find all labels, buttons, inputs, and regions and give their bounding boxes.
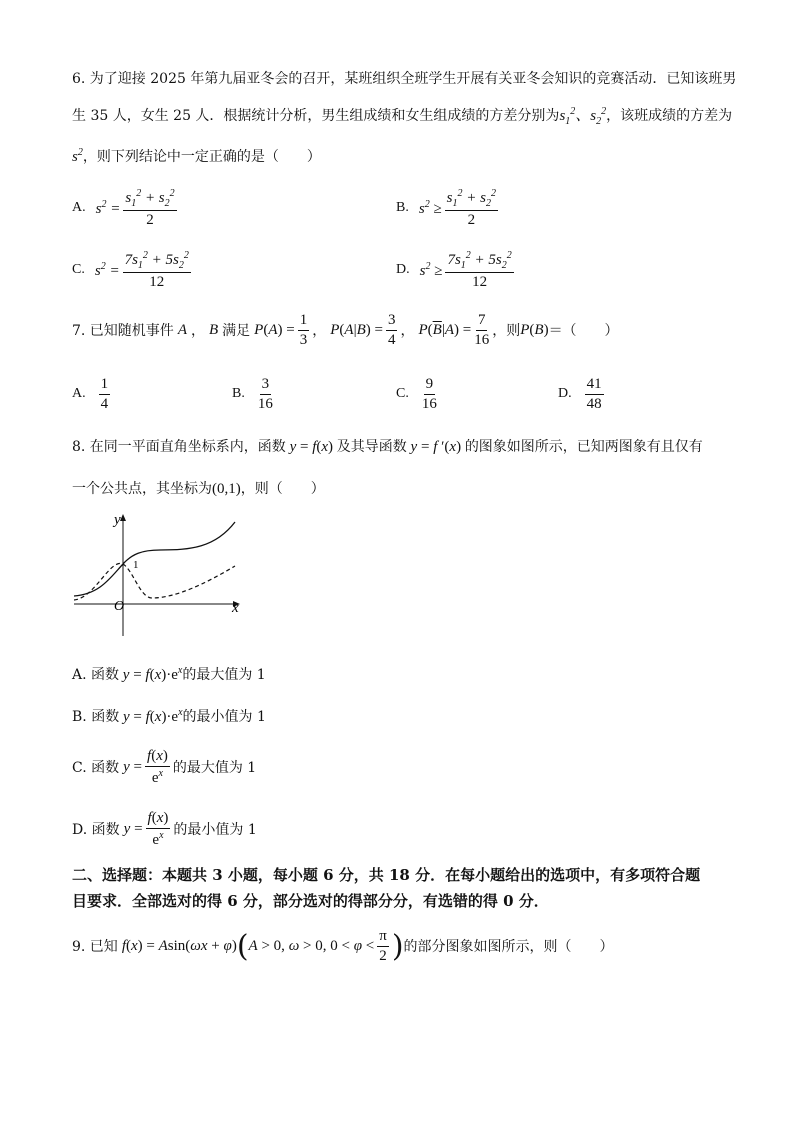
q8-option-d-tail: 的最小值为 1 [173,822,257,838]
q6-line1: 6. 为了迎接 2025 年第九届亚冬会的召开，某班组织全班学生开展有关亚冬会知识的竞赛活动．已知该班男 [72,71,737,87]
q7-option-a-label: A. [72,386,86,401]
q6-option-a-fraction: $\frac{s_1^2 + s_2^2}{2}$ [125,188,175,228]
q7-option-c[interactable] [396,376,440,412]
q8-option-b[interactable]: B. 函数 $y = f(x)\cdot e^x$的最小值为 1 [72,707,266,725]
q8-line1-text: 8. 在同一平面直角坐标系内，函数 [72,439,286,455]
q8-line2-text: 一个公共点，其坐标为 [72,481,212,497]
q7-prefix: 7. 已知随机事件 [72,323,174,339]
section2-line2: 目要求．全部选对的得 6 分，部分选对的得部分分，有选错的得 0 分． [72,892,549,910]
q8-option-a-label: A. 函数 [72,667,120,683]
q7-option-c-label: C. [396,386,409,401]
q8-label-origin: O [114,599,125,614]
q6-option-c-label: C. [72,262,85,278]
q6-variances: $s_1^2$、$s_2^2$ [559,106,607,127]
q6-line2 [72,104,732,127]
q7-option-a[interactable] [72,376,113,412]
q8-label-one: 1 [133,559,139,571]
q8-option-c[interactable]: C. 函数 y = $\frac{f(x)}{e^x}$ 的最大值为 1 [72,748,257,786]
q6-line3-text: ，则下列结论中一定正确的是（ ） [82,149,321,165]
q7-stem: 7. 已知随机事件 A ， B 满足 P ( A ) = $\frac{1}{3}$ ， P ( A | B ) = $\frac{3}{4}$ ， P ( $\overline{B}$ | A ) = $\frac{7}{16}$ ，则 P ( B ) ＝（ ） [72,312,619,348]
q8-curve-f [74,522,235,596]
section2-line1: 二、选择题：本题共 3 小题，每小题 6 分，共 18 分．在每小题给出的选项中，有多项符合题 [72,866,701,884]
q7-option-a-den: 4 [100,395,109,412]
q8-option-a-tail: 的最大值为 1 [182,667,266,683]
q7-option-c-den: 16 [421,395,437,412]
q7-paren: ＝（ ） [548,323,619,339]
q9-prefix: 9. 已知 [72,939,118,955]
q8-option-c-tail: 的最大值为 1 [172,760,257,776]
q7-option-d-num: 41 [585,376,604,395]
q8-label-y: y [114,512,121,528]
q7-mid: 满足 [222,323,251,339]
q8-line1: 8. 在同一平面直角坐标系内，函数 y = f(x) 及其导函数 y = f ′(x) 的图象如图所示，已知两图象有且仅有 [72,439,703,455]
q7-option-b-num: 3 [260,376,272,395]
q8-option-d[interactable]: D. 函数 y = $\frac{f(x)}{e^x}$ 的最小值为 1 [72,810,257,848]
q8-option-b-label: B. 函数 [72,709,120,725]
q7-option-c-num: 9 [424,376,436,395]
q8-curve-fprime [74,563,235,600]
q6-option-d-fraction: $\frac{7s_1^2 + 5s_2^2}{12}$ [447,250,512,290]
q6-line2-tail: ，该班成绩的方差为 [606,108,733,124]
q6-option-c-fraction: $\frac{7s_1^2 + 5s_2^2}{12}$ [124,250,189,290]
q8-option-d-label: D. 函数 [72,822,120,838]
q6-option-d[interactable]: D. $s^2$ ≥ $\frac{7s_1^2 + 5s_2^2}{12}$ [396,250,512,290]
q8-label-x: x [232,600,239,616]
q7-option-d-label: D. [558,386,572,401]
q6-option-a[interactable]: A. $s^2$ = $\frac{s_1^2 + s_2^2}{2}$ [72,188,175,228]
q6-option-b[interactable]: B. $s^2$ ≥ $\frac{s_1^2 + s_2^2}{2}$ [396,188,496,228]
q6-option-a-label: A. [72,200,86,216]
q6-line2-text: 生 35 人，女生 25 人．根据统计分析，男生组成绩和女生组成绩的方差分别为 [72,108,560,124]
q7-option-d[interactable] [558,376,607,412]
q7-option-b[interactable] [232,376,276,412]
q6-option-b-label: B. [396,200,409,216]
q8-graph [70,508,250,638]
q8-option-b-tail: 的最小值为 1 [182,709,266,725]
q8-line1-mid: 及其导函数 [336,439,407,455]
q6-option-d-label: D. [396,262,410,278]
q8-line1-tail: 的图象如图所示，已知两图象有且仅有 [464,439,703,455]
q7-tail: ，则 [492,323,521,339]
q6-class-variance: $s^2$ [72,147,83,165]
q8-line2: 一个公共点，其坐标为(0,1)，则（ ） [72,481,325,497]
q8-option-a[interactable]: A. 函数 $y = f(x)\cdot e^x$的最大值为 1 [72,665,266,683]
q8-option-c-label: C. 函数 [72,760,120,776]
q7-option-b-den: 16 [257,395,273,412]
q6-option-c[interactable]: C. $s^2$ = $\frac{7s_1^2 + 5s_2^2}{12}$ [72,250,189,290]
q9-tail: 的部分图象如图所示，则（ ） [403,939,614,955]
q9-stem: 9. 已知 f(x) = Asin(ωx + φ) ( A > 0, ω > 0, 0 < φ < $\frac{\pi}{2}$ ) 的部分图象如图所示，则（ ） [72,928,614,964]
q7-option-b-label: B. [232,386,245,401]
q8-line2-tail: ，则（ ） [240,481,325,497]
q8-y-arrow [120,514,126,521]
q7-option-a-num: 1 [99,376,111,395]
q7-option-d-den: 48 [586,395,602,412]
q6-option-b-fraction: $\frac{s_1^2 + s_2^2}{2}$ [446,188,496,228]
q6-line3 [72,146,321,166]
